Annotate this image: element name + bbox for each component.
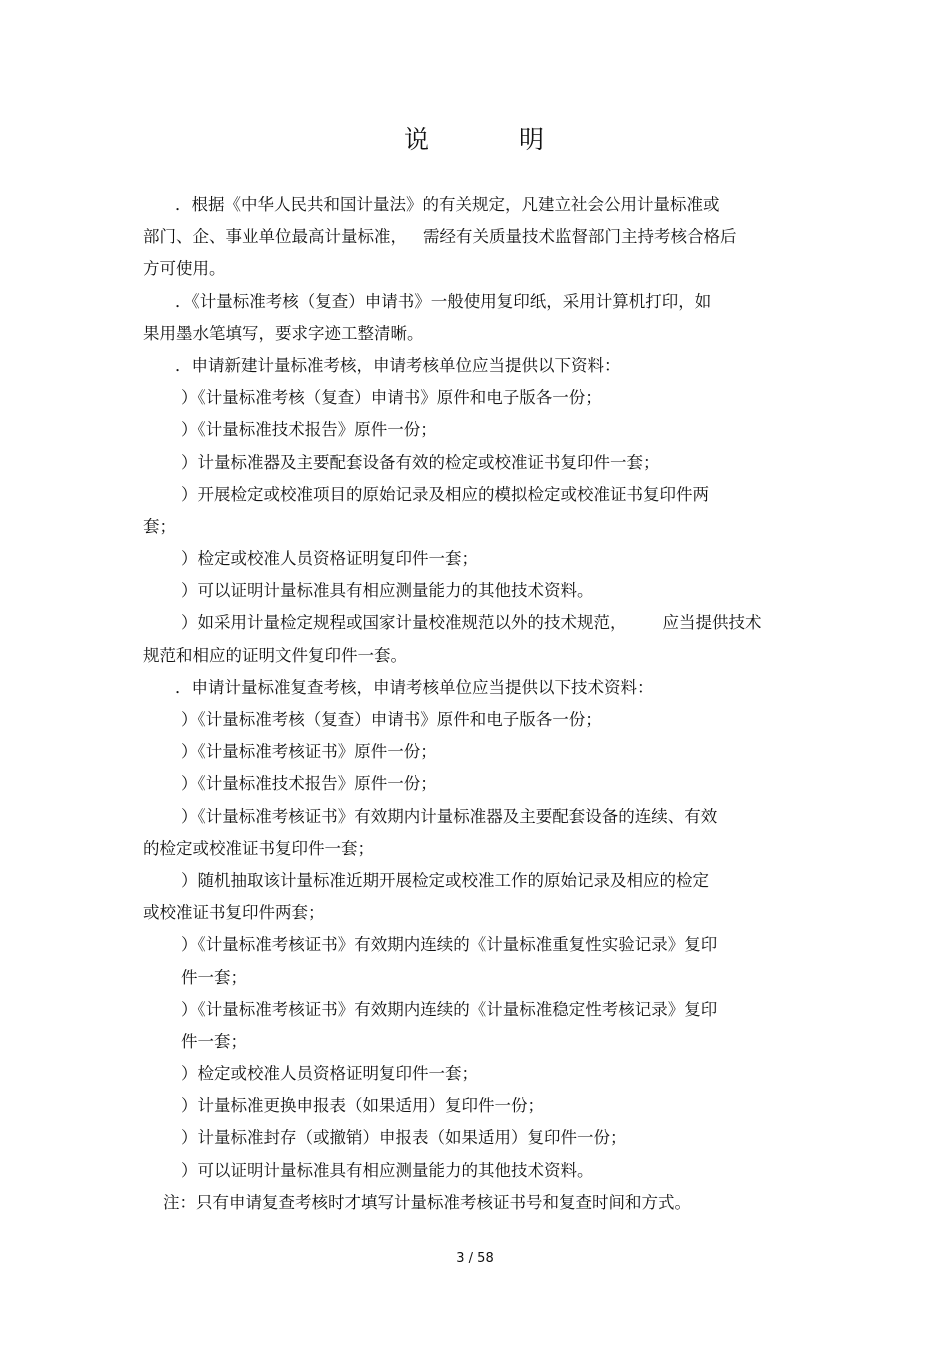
paragraph-line: ．申请新建计量标准考核，申请考核单位应当提供以下资料：: [175, 355, 621, 375]
list-item: ）《计量标准技术报告》原件一份；: [181, 420, 437, 440]
paragraph-line: ．申请计量标准复查考核，申请考核单位应当提供以下技术资料：: [175, 677, 654, 697]
list-item: ）可以证明计量标准具有相应测量能力的其他技术资料。: [181, 581, 594, 601]
title-left: 说: [403, 125, 431, 154]
list-item: ）《计量标准考核证书》有效期内连续的《计量标准重复性实验记录》复印: [181, 935, 718, 955]
list-item: ）随机抽取该计量标准近期开展检定或校准工作的原始记录及相应的检定: [181, 870, 709, 890]
paragraph-line: 果用墨水笔填写，要求字迹工整清晰。: [143, 323, 424, 343]
list-item: ）《计量标准考核证书》原件一份；: [181, 742, 437, 762]
list-item: ）开展检定或校准项目的原始记录及相应的模拟检定或校准证书复印件两: [181, 484, 709, 504]
list-item-continuation: 件一套；: [181, 1031, 247, 1051]
list-item: ）计量标准器及主要配套设备有效的检定或校准证书复印件一套；: [181, 452, 660, 472]
title-right: 明: [519, 125, 547, 154]
list-item-continuation: 件一套；: [181, 967, 247, 987]
note-line: 注：只有申请复查考核时才填写计量标准考核证书号和复查时间和方式。: [163, 1192, 691, 1212]
list-item-continuation: 的检定或校准证书复印件一套；: [143, 838, 374, 858]
list-item: ）《计量标准技术报告》原件一份；: [181, 774, 437, 794]
list-item: ）如采用计量检定规程或国家计量校准规范以外的技术规范， 应当提供技术: [181, 613, 762, 633]
list-item: ）计量标准更换申报表（如果适用）复印件一份；: [181, 1096, 544, 1116]
paragraph-line: 方可使用。: [143, 259, 226, 279]
list-item: ）《计量标准考核（复查）申请书》原件和电子版各一份；: [181, 710, 602, 729]
list-item: ）检定或校准人员资格证明复印件一套；: [181, 1064, 478, 1084]
list-item: ）检定或校准人员资格证明复印件一套；: [181, 549, 478, 569]
list-item: ）可以证明计量标准具有相应测量能力的其他技术资料。: [181, 1160, 594, 1180]
page-title: [0, 120, 950, 156]
list-item: ）《计量标准考核证书》有效期内计量标准器及主要配套设备的连续、有效: [181, 806, 718, 826]
paragraph-line: 部门、企、事业单位最高计量标准， 需经有关质量技术监督部门主持考核合格后: [143, 227, 737, 247]
list-item-continuation: 套；: [143, 516, 176, 536]
paragraph-line: ．根据《中华人民共和国计量法》的有关规定，凡建立社会公用计量标准或: [175, 195, 720, 214]
paragraph-line: ．《计量标准考核（复查）申请书》一般使用复印纸，采用计算机打印，如: [175, 291, 712, 311]
list-item: ）计量标准封存（或撤销）申报表（如果适用）复印件一份；: [181, 1128, 627, 1148]
list-item-continuation: 或校准证书复印件两套；: [143, 903, 325, 923]
document-body: [143, 189, 813, 1219]
page-number: 3 / 58: [456, 1251, 494, 1266]
list-item: ）《计量标准考核（复查）申请书》原件和电子版各一份；: [181, 388, 602, 408]
list-item-continuation: 规范和相应的证明文件复印件一套。: [143, 645, 407, 665]
list-item: ）《计量标准考核证书》有效期内连续的《计量标准稳定性考核记录》复印: [181, 999, 718, 1019]
